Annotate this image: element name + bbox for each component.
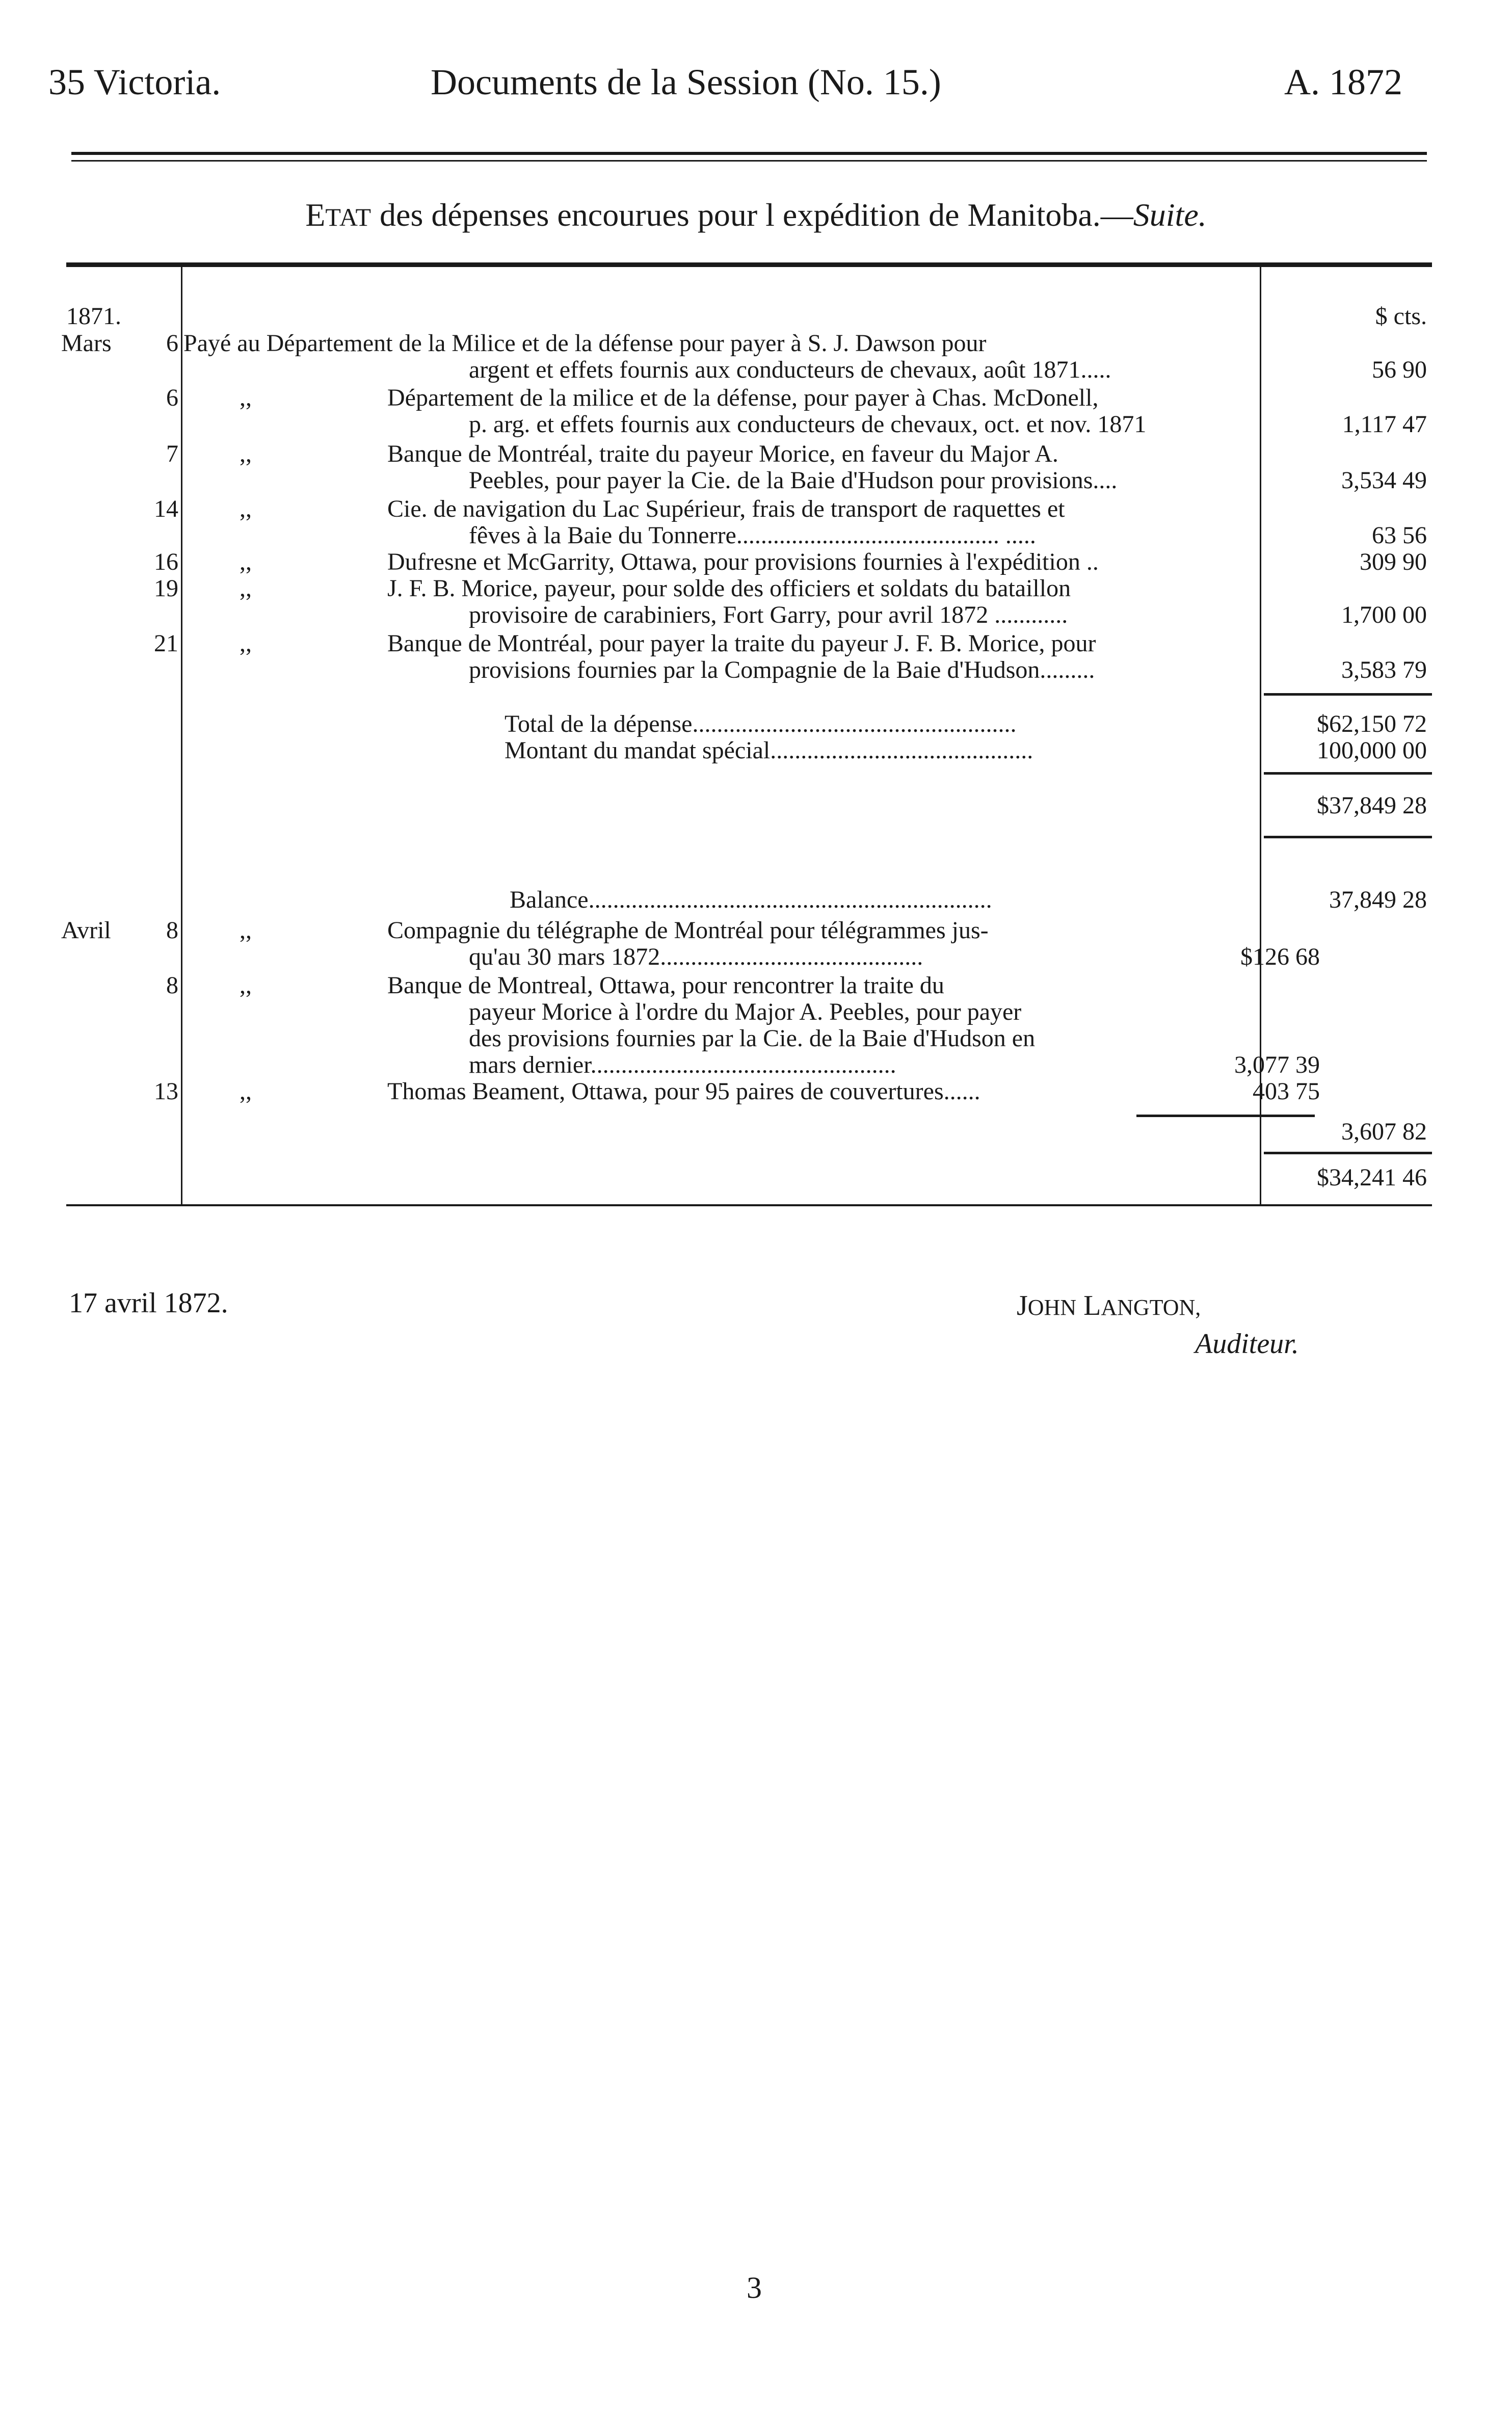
difference-underline — [1264, 836, 1432, 838]
title-etat-initial: E — [305, 197, 326, 233]
entry-description: Banque de Montréal, pour payer la traite du payeur J. F. B. Morice, pour — [387, 630, 1096, 657]
balance-row — [66, 887, 1432, 913]
entry-month: Avril — [61, 917, 111, 944]
entry-description: des provisions fournies par la Cie. de la Baie d'Hudson en — [469, 1025, 1036, 1052]
table-header-row — [66, 303, 1432, 330]
entry-amount: 309 90 — [1360, 548, 1427, 575]
entry-day: 8 — [166, 917, 178, 944]
total-amount: $62,150 72 — [1317, 710, 1427, 737]
entry-description: Dufresne et McGarrity, Ottawa, pour provisions fournies à l'expédition .. — [387, 548, 1099, 575]
mandat-amount: 100,000 00 — [1317, 737, 1427, 764]
entry-amount: 63 56 — [1372, 522, 1427, 549]
header-volume: 35 Victoria. — [48, 62, 221, 102]
footer-date: 17 avril 1872. — [69, 1287, 228, 1319]
table-bottom-rule — [66, 1204, 1432, 1206]
title-text: des dépenses encourues pour l expédition de Manitoba.— — [372, 197, 1133, 233]
signer-last-rest: ANGTON, — [1101, 1295, 1201, 1320]
table-row — [66, 385, 1432, 411]
final-balance-amount: $34,241 46 — [1317, 1164, 1427, 1191]
entry-description: mars dernier.................................................. — [469, 1051, 896, 1078]
final-balance-row — [66, 1164, 1432, 1191]
entry-amount: 56 90 — [1372, 356, 1427, 383]
signer-first-rest: OHN — [1027, 1295, 1077, 1320]
signer-last-initial: L — [1083, 1290, 1101, 1321]
header-rule-top — [71, 152, 1427, 155]
table-row — [66, 999, 1432, 1025]
entry-description: Compagnie du télégraphe de Montréal pour télégrammes jus- — [387, 917, 989, 944]
entry-description: provisoire de carabiniers, Fort Garry, pour avril 1872 ............ — [469, 601, 1068, 628]
entry-month: Mars — [61, 330, 112, 357]
entry-description: Département de la milice et de la défense, pour payer à Chas. McDonell, — [387, 384, 1099, 411]
signer-first-initial: J — [1017, 1290, 1028, 1321]
ditto-mark: ,, — [240, 630, 252, 657]
footer-signer-title: Auditeur. — [1195, 1328, 1299, 1360]
entry-description: Banque de Montréal, traite du payeur Morice, en faveur du Major A. — [387, 440, 1058, 467]
april-subtotal-amount: 3,607 82 — [1341, 1118, 1427, 1145]
title-suite: Suite. — [1133, 197, 1207, 233]
entry-day: 21 — [154, 630, 178, 657]
table-row — [66, 1025, 1432, 1052]
entry-description: Peebles, pour payer la Cie. de la Baie d'Hudson pour provisions.... — [469, 467, 1118, 494]
table-row — [66, 575, 1432, 602]
entry-description: Payé au Département de la Milice et de la défense pour payer à S. J. Dawson pour — [183, 330, 987, 357]
balance-amount: 37,849 28 — [1329, 886, 1427, 913]
entry-day: 14 — [154, 495, 178, 522]
inner-subtotal-rule — [1136, 1115, 1315, 1117]
table-row — [66, 657, 1432, 683]
entry-description: fêves à la Baie du Tonnerre........................................... ..... — [469, 522, 1036, 549]
total-rule — [1264, 693, 1432, 696]
entry-description: provisions fournies par la Compagnie de la Baie d'Hudson......... — [469, 656, 1095, 683]
april-subtotal-row — [66, 1119, 1432, 1145]
entry-day: 13 — [154, 1078, 178, 1105]
footer-signer — [1017, 1289, 1201, 1322]
table-row — [66, 1052, 1432, 1078]
ditto-mark: ,, — [240, 495, 252, 522]
entry-description: J. F. B. Morice, payeur, pour solde des officiers et soldats du bataillon — [387, 575, 1071, 602]
total-label: Total de la dépense..................................................... — [505, 710, 1017, 737]
table-row — [61, 330, 1432, 357]
table-row — [66, 411, 1432, 438]
ditto-mark: ,, — [240, 548, 252, 575]
entry-day: 19 — [154, 575, 178, 602]
ditto-mark: ,, — [240, 917, 252, 944]
entry-amount: 1,700 00 — [1341, 601, 1427, 628]
entry-amount: 1,117 47 — [1342, 411, 1427, 438]
ditto-mark: ,, — [240, 440, 252, 467]
entry-inner-amount: $126 68 — [1240, 943, 1320, 970]
entry-description: Banque de Montreal, Ottawa, pour rencontrer la traite du — [387, 972, 944, 999]
table-row — [66, 944, 1432, 970]
table-row — [66, 549, 1432, 575]
mandat-label: Montant du mandat spécial........................................... — [505, 737, 1033, 764]
header-year: A. 1872 — [1284, 62, 1402, 102]
header-rule-bottom — [71, 160, 1427, 162]
entry-day: 8 — [166, 972, 178, 999]
entry-inner-amount: 3,077 39 — [1234, 1051, 1320, 1078]
ditto-mark: ,, — [240, 575, 252, 602]
table-row — [66, 496, 1432, 522]
entry-description: Cie. de navigation du Lac Supérieur, frais de transport de raquettes et — [387, 495, 1065, 522]
title-etat-rest: TAT — [325, 203, 372, 231]
year-label: 1871. — [66, 303, 121, 330]
balance-label: Balance.................................................................. — [510, 886, 992, 913]
table-row — [66, 441, 1432, 467]
entry-inner-amount: 403 75 — [1253, 1078, 1320, 1105]
table-top-rule — [66, 262, 1432, 267]
table-row — [66, 357, 1432, 383]
page-number: 3 — [747, 2271, 762, 2305]
currency-header: $ cts. — [1375, 303, 1427, 330]
entry-amount: 3,534 49 — [1341, 467, 1427, 494]
table-row — [66, 467, 1432, 494]
final-rule — [1264, 1152, 1432, 1154]
entry-day: 6 — [166, 330, 178, 357]
difference-amount: $37,849 28 — [1317, 792, 1427, 819]
mandat-row — [66, 737, 1432, 764]
entry-description: payeur Morice à l'ordre du Major A. Peebles, pour payer — [469, 998, 1022, 1025]
table-row — [66, 972, 1432, 999]
table-row — [66, 1078, 1432, 1105]
entry-description: qu'au 30 mars 1872........................................... — [469, 943, 923, 970]
ditto-mark: ,, — [240, 384, 252, 411]
table-row — [61, 917, 1432, 944]
difference-rule — [1264, 772, 1432, 775]
statement-title — [0, 196, 1512, 234]
table-row — [66, 630, 1432, 657]
total-row — [66, 711, 1432, 737]
entry-description: Thomas Beament, Ottawa, pour 95 paires de couvertures...... — [387, 1078, 980, 1105]
header-document-title: Documents de la Session (No. 15.) — [431, 62, 941, 102]
ditto-mark: ,, — [240, 972, 252, 999]
entry-amount: 3,583 79 — [1341, 656, 1427, 683]
table-row — [66, 602, 1432, 628]
entry-description: p. arg. et effets fournis aux conducteurs de chevaux, oct. et nov. 1871 — [469, 411, 1147, 438]
ditto-mark: ,, — [240, 1078, 252, 1105]
table-row — [66, 522, 1432, 549]
entry-description: argent et effets fournis aux conducteurs de chevaux, août 1871..... — [469, 356, 1111, 383]
entry-day: 6 — [166, 384, 178, 411]
entry-day: 16 — [154, 548, 178, 575]
expense-table — [61, 262, 1432, 1205]
entry-day: 7 — [166, 440, 178, 467]
difference-row — [66, 792, 1432, 819]
